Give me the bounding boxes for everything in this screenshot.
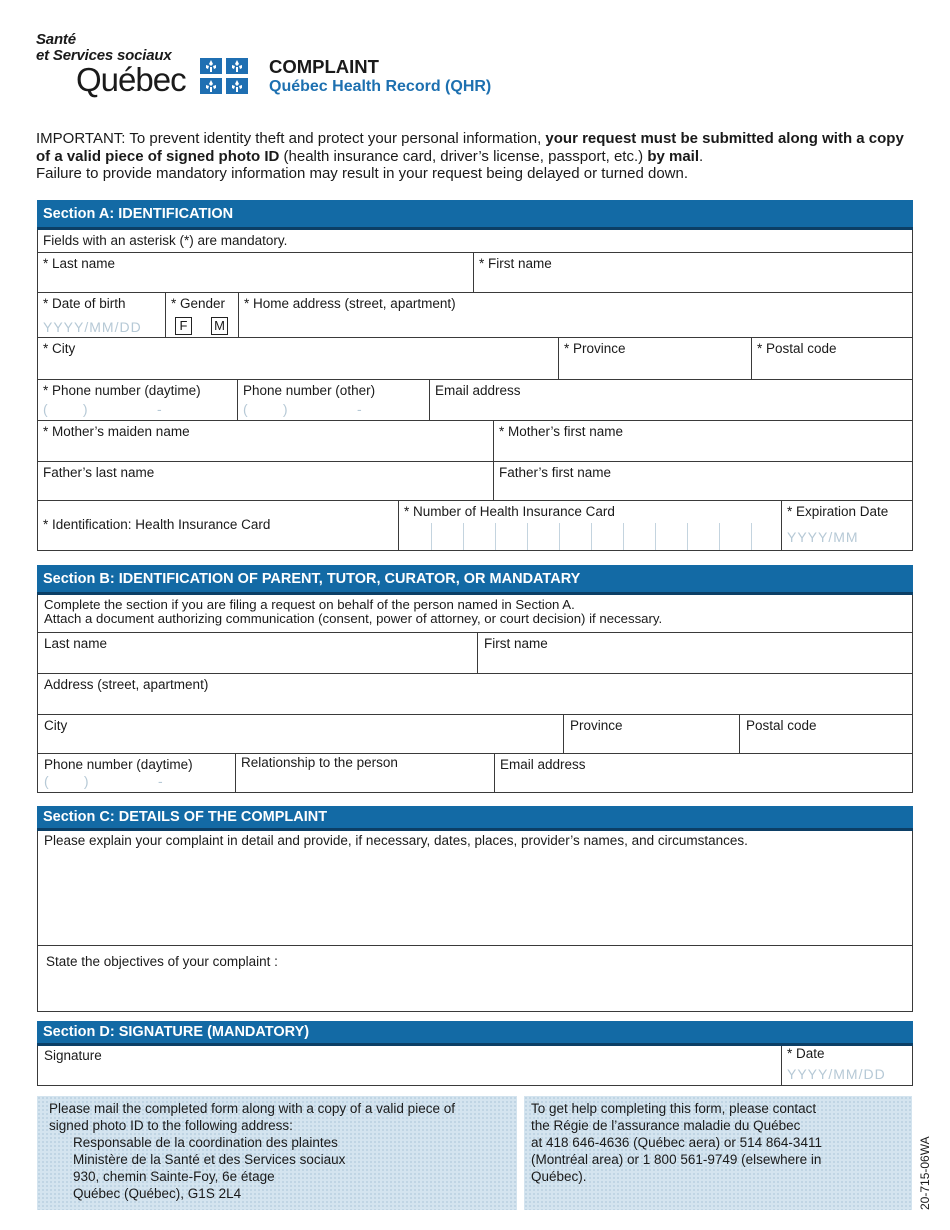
phone-other-placeholder: ( ) - [243, 401, 363, 417]
logo-sante: Santé [36, 31, 76, 48]
id-health-card-label: * Identification: Health Insurance Card [43, 517, 271, 532]
phone-daytime-placeholder: ( ) - [43, 401, 163, 417]
signature-field[interactable]: Signature [44, 1048, 102, 1063]
section-d-box [37, 1046, 913, 1086]
a-first-name-field[interactable]: * First name [479, 256, 552, 271]
section-d-header: Section D: SIGNATURE (MANDATORY) [37, 1021, 913, 1046]
mailing-address: Responsable de la coordination des plaintes Ministère de la Santé et des Services sociaux 930, chemin Sainte-Foy, 6e étage Québec (Québec), G1S 2L4 [73, 1135, 346, 1201]
mandatory-note: Fields with an asterisk (*) are mandatory. [43, 233, 288, 248]
a-home-address-field[interactable]: * Home address (street, apartment) [244, 296, 456, 311]
expiration-placeholder: YYYY/MM [787, 529, 859, 545]
form-title: COMPLAINT [269, 56, 379, 77]
complaint-objectives-field[interactable]: State the objectives of your complaint : [46, 954, 278, 969]
section-a-header: Section A: IDENTIFICATION [37, 200, 913, 230]
b-first-name-field[interactable]: First name [484, 636, 548, 651]
section-b-instructions: Complete the section if you are filing a request on behalf of the person named in Section A. Attach a document authorizing communication (consent, power of attorney, or court decision) if necessary. [44, 597, 663, 626]
dob-placeholder: YYYY/MM/DD [43, 319, 142, 335]
a-phone-other-field[interactable]: Phone number (other) ( ) - [243, 383, 376, 417]
section-a-box [37, 230, 913, 551]
logo-services-sociaux: et Services sociaux [36, 47, 172, 64]
complaint-details-field[interactable]: Please explain your complaint in detail and provide, if necessary, dates, places, provider’s names, and circumstances. [44, 833, 748, 848]
form-code [905, 1115, 943, 1215]
form-subtitle: Québec Health Record (QHR) [269, 78, 492, 95]
signature-date-field[interactable]: * Date YYYY/MM/DD [787, 1046, 886, 1082]
a-city-field[interactable]: * City [43, 341, 76, 356]
b-last-name-field[interactable]: Last name [44, 636, 108, 651]
quebec-flag-icon [199, 57, 249, 95]
b-email-field[interactable]: Email address [500, 757, 586, 772]
section-b-header: Section B: IDENTIFICATION OF PARENT, TUTOR, CURATOR, OR MANDATARY [37, 565, 913, 595]
logo-quebec: Québec [76, 61, 186, 98]
expiration-date-field[interactable]: * Expiration Date YYYY/MM [787, 504, 889, 545]
a-email-field[interactable]: Email address [435, 383, 521, 398]
b-city-field[interactable]: City [44, 718, 68, 733]
b-phone-placeholder: ( ) - [44, 773, 164, 789]
section-c-header: Section C: DETAILS OF THE COMPLAINT [37, 806, 913, 831]
health-card-number-field[interactable]: * Number of Health Insurance Card [404, 504, 615, 519]
gender-m-checkbox[interactable]: M [211, 317, 228, 335]
gender-f-checkbox[interactable]: F [175, 317, 192, 335]
mailing-instructions: Please mail the completed form along with a copy of a valid piece of signed photo ID to the following address: Responsable de la coordination des plaintes Ministère de la Santé et des Services sociaux 930, chemin Sainte-Foy, 6e étage Québec (Québec), G1S 2L4 [37, 1096, 517, 1210]
father-first-name-field[interactable]: Father’s first name [499, 465, 612, 480]
section-c-box [37, 831, 913, 1012]
a-province-field[interactable]: * Province [564, 341, 626, 356]
help-contact-info: To get help completing this form, please contact the Régie de l’assurance maladie du Québec at 418 646-4636 (Québec aera) or 514 864-3411 (Montréal area) or 1 800 561-9749 (elsewhere in Québec). [524, 1096, 912, 1210]
important-notice: IMPORTANT: To prevent identity theft and protect your personal information, your request must be submitted along with a copy of a valid piece of signed photo ID (health insurance card, driver’s license, passport, etc.) by mail. Failure to provide mandatory information may result in your request being delayed or turned down. [36, 130, 904, 182]
b-address-field[interactable]: Address (street, apartment) [44, 677, 209, 692]
a-phone-daytime-field[interactable]: * Phone number (daytime) ( ) - [43, 383, 201, 417]
father-last-name-field[interactable]: Father’s last name [43, 465, 155, 480]
b-province-field[interactable]: Province [570, 718, 623, 733]
b-phone-daytime-field[interactable]: Phone number (daytime) ( ) - [44, 757, 193, 789]
a-last-name-field[interactable]: * Last name [43, 256, 116, 271]
section-b-box [37, 595, 913, 793]
svg-text:20-715-06WA: 20-715-06WA [918, 1136, 932, 1210]
a-postal-code-field[interactable]: * Postal code [757, 341, 837, 356]
signature-date-placeholder: YYYY/MM/DD [787, 1066, 886, 1082]
mother-maiden-name-field[interactable]: * Mother’s maiden name [43, 424, 190, 439]
b-postal-code-field[interactable]: Postal code [746, 718, 817, 733]
a-gender-field: * Gender [171, 296, 226, 311]
mother-first-name-field[interactable]: * Mother’s first name [499, 424, 624, 439]
relationship-field[interactable]: Relationship to the person [241, 755, 398, 770]
a-dob-field[interactable]: * Date of birth YYYY/MM/DD [43, 296, 142, 335]
